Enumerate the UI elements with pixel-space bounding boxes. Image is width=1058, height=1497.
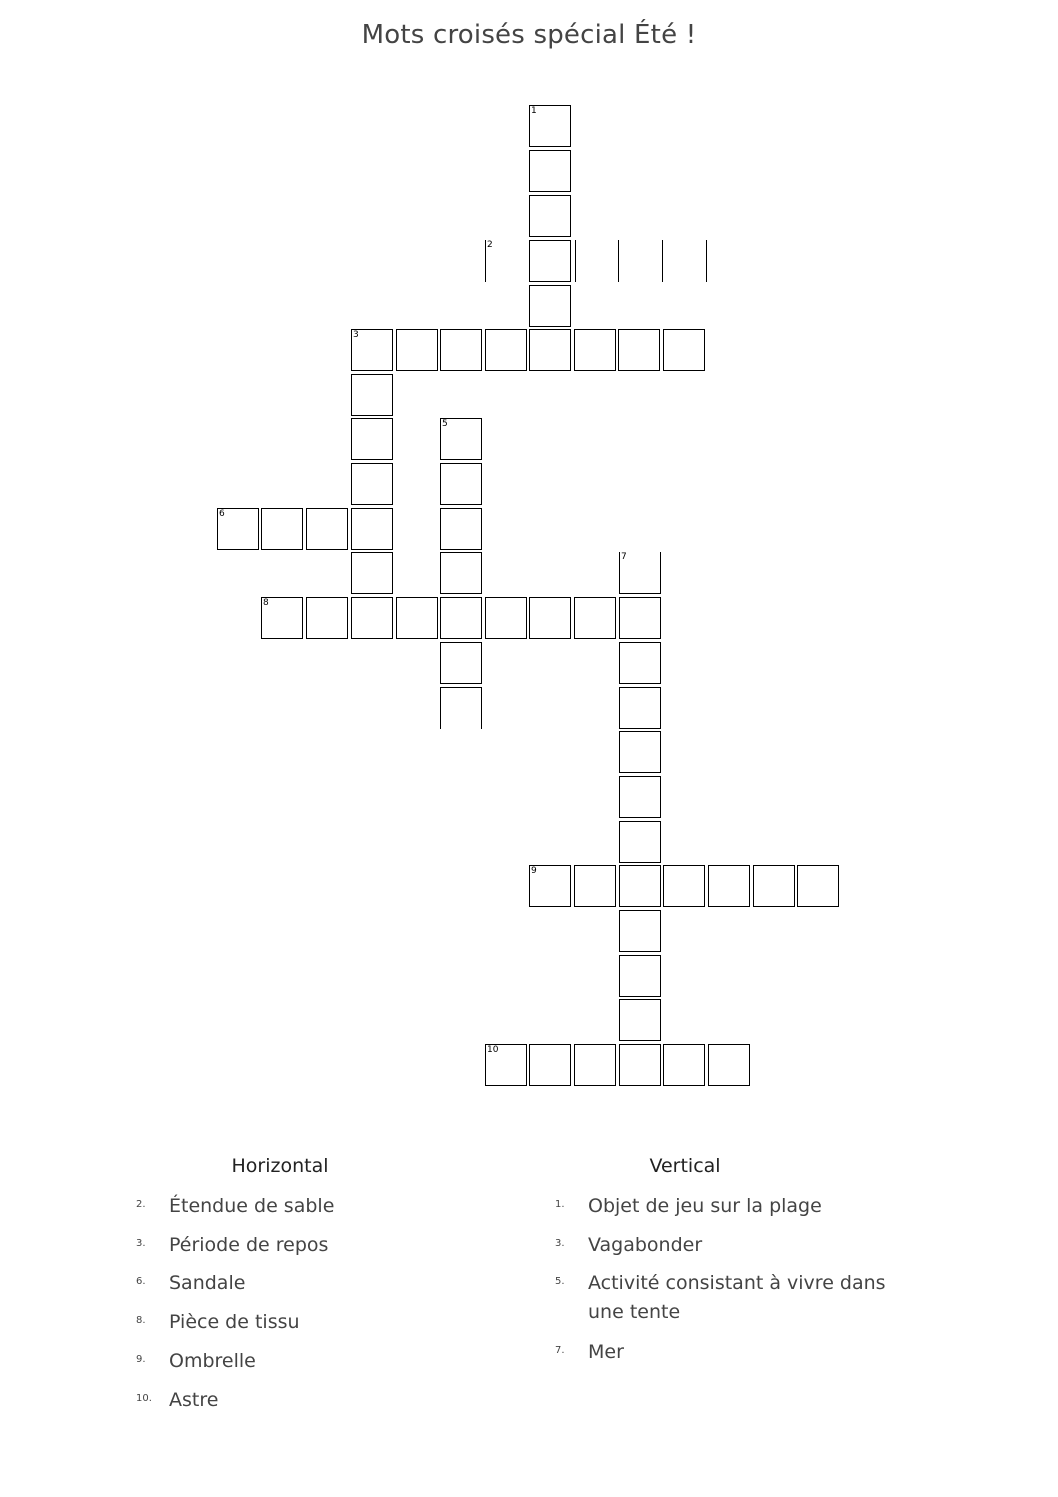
clue-text: Pièce de tissu <box>169 1311 300 1333</box>
clue-num: 1. <box>555 1199 565 1210</box>
clue-number: 10 <box>487 1045 499 1055</box>
clue-text: Étendue de sable <box>169 1195 335 1217</box>
clue-number: 6 <box>219 509 225 519</box>
grid-cell[interactable] <box>529 240 571 282</box>
clue-text: Astre <box>169 1389 219 1411</box>
grid-cell[interactable] <box>306 597 348 639</box>
grid-cell[interactable] <box>708 865 750 907</box>
grid-cell[interactable] <box>440 463 482 505</box>
clue-num: 3. <box>555 1238 565 1249</box>
grid-cell[interactable] <box>663 329 705 371</box>
grid-cell[interactable] <box>663 865 705 907</box>
clue-text: Vagabonder <box>588 1234 703 1256</box>
grid-cell[interactable] <box>351 552 393 594</box>
grid-cell[interactable] <box>440 418 482 460</box>
grid-cell[interactable] <box>619 821 661 863</box>
clue-num: 2. <box>136 1199 146 1210</box>
grid-cell[interactable] <box>440 329 482 371</box>
horizontal-heading: Horizontal <box>231 1155 329 1177</box>
grid-cell[interactable] <box>485 1044 527 1086</box>
grid-cell[interactable] <box>619 552 661 594</box>
clue-number: 7 <box>621 552 627 562</box>
clue-text: Activité consistant à vivre dans une tente <box>588 1272 886 1323</box>
grid-line <box>574 240 576 282</box>
grid-cell[interactable] <box>485 240 527 282</box>
clue-text: Objet de jeu sur la plage <box>588 1195 822 1217</box>
grid-cell[interactable] <box>663 1044 705 1086</box>
grid-cell[interactable] <box>529 329 571 371</box>
clue-text: Sandale <box>169 1272 246 1294</box>
clue-num: 9. <box>136 1354 146 1365</box>
grid-cell[interactable] <box>396 597 438 639</box>
grid-cell[interactable] <box>619 910 661 952</box>
clue-number: 3 <box>353 330 359 340</box>
clue-text: Mer <box>588 1341 624 1363</box>
clue-number: 8 <box>263 598 269 608</box>
clue-num: 10. <box>136 1393 152 1404</box>
grid-cell[interactable] <box>440 642 482 684</box>
grid-cell[interactable] <box>217 508 259 550</box>
clue-num: 6. <box>136 1276 146 1287</box>
grid-line <box>618 240 620 282</box>
clue-text: Ombrelle <box>169 1350 256 1372</box>
clue-text: Période de repos <box>169 1234 329 1256</box>
vertical-heading: Vertical <box>649 1155 721 1177</box>
grid-cell[interactable] <box>351 418 393 460</box>
grid-cell[interactable] <box>619 597 661 639</box>
grid-cell[interactable] <box>619 642 661 684</box>
grid-cell[interactable] <box>351 329 393 371</box>
grid-cell[interactable] <box>440 597 482 639</box>
clue-num: 7. <box>555 1345 565 1356</box>
grid-cell[interactable] <box>261 597 303 639</box>
grid-line <box>706 240 708 282</box>
grid-cell[interactable] <box>618 329 660 371</box>
grid-cell[interactable] <box>619 999 661 1041</box>
grid-cell[interactable] <box>440 552 482 594</box>
grid-cell[interactable] <box>619 776 661 818</box>
clue-num: 3. <box>136 1238 146 1249</box>
grid-cell[interactable] <box>306 508 348 550</box>
clue-number: 5 <box>442 419 448 429</box>
grid-cell[interactable] <box>485 329 527 371</box>
grid-cell[interactable] <box>261 508 303 550</box>
grid-cell[interactable] <box>529 1044 571 1086</box>
grid-cell[interactable] <box>485 597 527 639</box>
grid-cell[interactable] <box>619 865 661 907</box>
grid-cell[interactable] <box>351 508 393 550</box>
grid-cell[interactable] <box>396 329 438 371</box>
grid-cell[interactable] <box>529 195 571 237</box>
grid-cell[interactable] <box>351 463 393 505</box>
grid-cell[interactable] <box>708 1044 750 1086</box>
grid-cell[interactable] <box>574 597 616 639</box>
clue-number: 9 <box>531 866 537 876</box>
page-title: Mots croisés spécial Été ! <box>361 20 697 50</box>
grid-cell[interactable] <box>753 865 795 907</box>
clue-num: 8. <box>136 1315 146 1326</box>
grid-cell[interactable] <box>351 374 393 416</box>
grid-cell[interactable] <box>619 1044 661 1086</box>
grid-cell[interactable] <box>619 687 661 729</box>
grid-cell[interactable] <box>529 597 571 639</box>
grid-cell[interactable] <box>529 285 571 327</box>
grid-cell[interactable] <box>529 105 571 147</box>
grid-cell[interactable] <box>529 150 571 192</box>
grid-cell[interactable] <box>574 329 616 371</box>
grid-cell[interactable] <box>440 687 482 729</box>
grid-cell[interactable] <box>529 865 571 907</box>
clue-number: 1 <box>531 106 537 116</box>
clue-number: 2 <box>487 240 493 250</box>
grid-line <box>662 240 664 282</box>
grid-cell[interactable] <box>797 865 839 907</box>
grid-cell[interactable] <box>440 508 482 550</box>
grid-cell[interactable] <box>574 1044 616 1086</box>
grid-cell[interactable] <box>351 597 393 639</box>
grid-cell[interactable] <box>574 865 616 907</box>
clue-num: 5. <box>555 1276 565 1287</box>
grid-cell[interactable] <box>619 955 661 997</box>
grid-cell[interactable] <box>619 731 661 773</box>
